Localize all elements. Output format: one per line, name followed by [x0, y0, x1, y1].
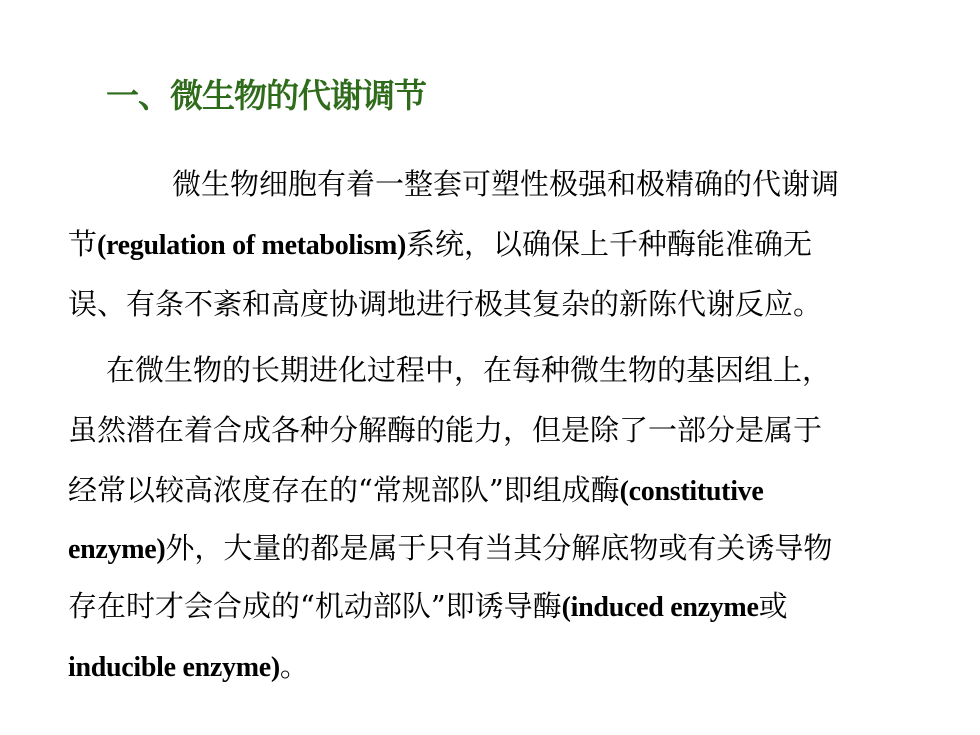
- text: 微生物细胞有着一整套可塑性极强和极精确的代谢调: [172, 167, 840, 201]
- paragraph2-line4: [68, 528, 832, 570]
- paragraph2-line6: [68, 646, 309, 688]
- paragraph1-line3: [68, 284, 822, 324]
- english-term: (constitutive: [619, 476, 764, 507]
- text: 存在时才会合成的“机动部队”即诱导酶: [68, 589, 562, 623]
- text: 虽然潜在着合成各种分解酶的能力，但是除了一部分是属于: [68, 413, 823, 447]
- english-term: (induced enzyme: [561, 592, 759, 623]
- english-term: (regulation of metabolism): [97, 230, 406, 261]
- text: 在微生物的长期进化过程中，在每种微生物的基因组上，: [106, 353, 832, 387]
- text: 节: [68, 227, 98, 261]
- text: 或: [758, 589, 788, 623]
- paragraph2-line1: [106, 350, 831, 390]
- slide-title: 一、微生物的代谢调节: [106, 76, 426, 115]
- paragraph2-line3: [68, 470, 764, 512]
- text: 误、有条不紊和高度协调地进行极其复杂的新陈代谢反应。: [68, 287, 823, 321]
- text: 外，大量的都是属于只有当其分解底物或有关诱导物: [165, 531, 833, 565]
- text: 经常以较高浓度存在的“常规部队”即组成酶: [68, 473, 620, 507]
- paragraph1-line2: [68, 224, 812, 266]
- paragraph2-line5: [68, 586, 788, 628]
- text: 。: [279, 649, 309, 683]
- paragraph2-line2: [68, 410, 822, 450]
- paragraph1-line1: [172, 164, 839, 204]
- english-term: inducible enzyme): [68, 652, 280, 683]
- english-term: enzyme): [68, 534, 166, 565]
- text: 系统，以确保上千种酶能准确无: [406, 227, 813, 261]
